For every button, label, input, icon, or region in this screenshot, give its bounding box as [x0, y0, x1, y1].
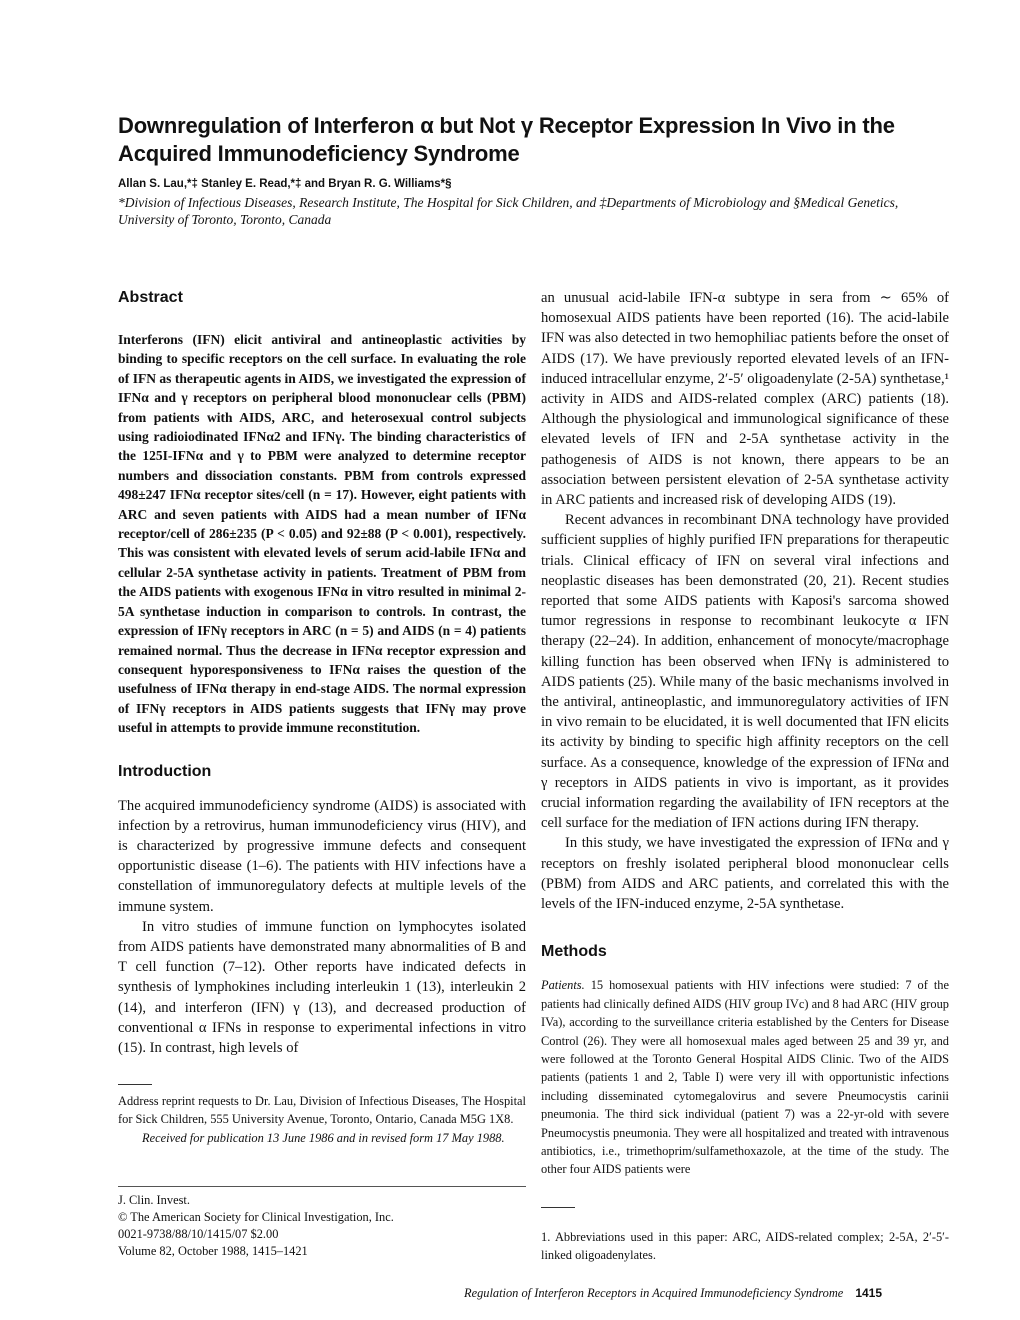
- body-paragraph: In this study, we have investigated the expression of IFNα and γ receptors on freshly isolated peripheral blood mononuclear cells (PBM) from AIDS and ARC patients, and correlated this with the levels of the IFN-induced enzyme, 2-5A synthetase.: [541, 835, 949, 913]
- footnote-divider: [118, 1084, 152, 1085]
- footnote-divider: [541, 1207, 575, 1208]
- journal-info: [118, 1192, 526, 1260]
- introduction-body: [118, 796, 526, 1059]
- article-notes: [118, 1092, 526, 1147]
- body-paragraph: an unusual acid-labile IFN-α subtype in sera from ∼ 65% of homosexual AIDS patients have been reported (16). The acid-labile IFN was also detected in two hemophiliac patients before the onset of AIDS (17). We have previously reported elevated levels of an IFN-induced intracellular enzyme, 2′-5′ oligoadenylate (2-5A) synthetase,¹ activity in AIDS and AIDS-related complex (ARC) patients (18). Although the physiological and immunological significance of these elevated levels of IFN and 2-5A synthetase activity in the pathogenesis of AIDS is not known, there appears to be an association between persistent elevation of 2-5A synthetase activity in ARC patients and increased risk of developing AIDS (19).: [541, 290, 949, 509]
- methods-text: 15 homosexual patients with HIV infections were studied: 7 of the patients had clinically defined AIDS (HIV group IVc) and 8 had ARC (HIV group IVa), according to the surveillance criteria established by the Centers for Disease Control (26). They were all homosexual males aged between 25 and 39 yr, and were followed at the Toronto General Hospital AIDS Clinic. Two of the AIDS patients (patients 1 and 2, Table I) were very ill with opportunistic infections including disseminated cytomegalovirus and severe Pneumocystis carinii pneumonia. The third sick individual (patient 7) was a 22-yr-old with severe Pneumocystis pneumonia. They were all hospitalized and treated with intravenous antibiotics, i.e., trimethoprim/sulfamethoxazole, at the time of the study. The other four AIDS patients were: [541, 978, 949, 1177]
- intro-paragraph: In vitro studies of immune function on lymphocytes isolated from AIDS patients have demonstrated many abnormalities of B and T cell function (7–12). Other reports have indicated defects in synthesis of lymphokines including interleukin 1 (13), interleukin 2 (14), and interferon (IFN) γ (13), and decreased production of conventional α IFNs in response to experimental infections in vitro (15). In contrast, high levels of: [118, 918, 526, 1056]
- received-note: Received for publication 13 June 1986 and in revised form 17 May 1988.: [142, 1130, 505, 1145]
- body-paragraph: Recent advances in recombinant DNA technology have provided sufficient supplies of highly purified IFN preparations for therapeutic trials. Clinical efficacy of IFN on several viral infections and neoplastic diseases has been demonstrated (20, 21). Recent studies reported that some AIDS patients with Kaposi's sarcoma showed tumor regressions in response to recombinant leukocyte α IFN therapy (22–24). In addition, enhancement of monocyte/macrophage killing function has been observed when IFNγ is administered to AIDS patients (25). While many of the basic mechanisms involved in the antiviral, antineoplastic, and immunoregulatory activities of IFN in vivo remain to be elucidated, it is well documented that IFN elicits its activity by binding to specific high affinity receptors on the cell surface. As a consequence, knowledge of the expression of IFNα and γ receptors in AIDS patients in vivo is important, as it provides crucial information regarding the availability of IFN receptors at the cell surface for the mediation of IFN actions during IFN therapy.: [541, 512, 949, 832]
- article-code: 0021-9738/88/10/1415/07 $2.00: [118, 1227, 279, 1241]
- methods-paragraph: [541, 976, 949, 1178]
- abstract-heading: Abstract: [118, 289, 183, 306]
- running-footer: [464, 1285, 954, 1301]
- intro-paragraph: The acquired immunodeficiency syndrome (AIDS) is associated with infection by a retrovirus, human immunodeficiency virus (HIV), and is characterized by progressive immune defects and consequent opportunistic disease (1–6). The patients with HIV infections have a constellation of immunoregulatory defects at multiple levels of the immune system.: [118, 797, 526, 915]
- volume-line: Volume 82, October 1988, 1415–1421: [118, 1244, 308, 1258]
- left-column: [118, 288, 526, 1058]
- journal-name: J. Clin. Invest.: [118, 1193, 190, 1207]
- introduction-heading: Introduction: [118, 762, 212, 780]
- running-title: Regulation of Interferon Receptors in Acquired Immunodeficiency Syndrome: [464, 1286, 844, 1300]
- affiliations: *Division of Infectious Diseases, Research Institute, The Hospital for Sick Children, and ‡Departments of Microbiology and §Medical Genetics, University of Toronto, Toronto, Canada: [118, 195, 899, 227]
- abstract-text: Interferons (IFN) elicit antiviral and antineoplastic activities by binding to specific receptors on the cell surface. In evaluating the role of IFN as therapeutic agents in AIDS, we investigated the expression of IFNα and γ receptors on peripheral blood mononuclear cells (PBM) from patients with AIDS, ARC, and heterosexual control subjects using radioiodinated IFNα2 and IFNγ. The binding characteristics of the 125I-IFNα and γ to PBM were analyzed to determine receptor numbers and dissociation constants. PBM from controls expressed 498±247 IFNα receptor sites/cell (n = 17). However, eight patients with ARC and seven patients with AIDS had a mean number of IFNα receptor/cell of 286±235 (P < 0.05) and 92±88 (P < 0.001), respectively. This was consistent with elevated levels of serum acid-labile IFNα and cellular 2-5A synthetase activity in patients. Treatment of PBM from the AIDS patients with exogenous IFNα in vitro resulted in minimal 2-5A synthetase induction in comparison to controls. In contrast, the expression of IFNγ receptors in ARC (n = 5) and AIDS (n = 4) patients remained normal. Thus the decrease in IFNα receptor expression and consequent hyporesponsiveness to IFNα raises the question of the usefulness of IFNα therapy in end-stage AIDS. The normal expression of IFNγ receptors in AIDS patients suggests that IFNγ may prove useful in attempts to provide immune reconstitution.: [118, 332, 526, 736]
- footnote: [541, 1228, 949, 1265]
- reprint-note: Address reprint requests to Dr. Lau, Division of Infectious Diseases, The Hospital for Sick Children, 555 University Avenue, Toronto, Ontario, Canada M5G 1X8.: [118, 1094, 526, 1127]
- author-list: Allan S. Lau,*‡ Stanley E. Read,*‡ and Bryan R. G. Williams*§: [118, 178, 452, 190]
- methods-lead: Patients.: [541, 978, 585, 993]
- page-number: 1415: [855, 1286, 883, 1300]
- right-column: [541, 288, 949, 1179]
- methods-heading: Methods: [541, 943, 607, 961]
- article-title: Downregulation of Interferon α but Not γ Receptor Expression In Vivo in the Acquired Immunodeficiency Syndrome: [118, 113, 895, 166]
- abbreviations-footnote: 1. Abbreviations used in this paper: ARC, AIDS-related complex; 2-5A, 2′-5′-linked oligoadenylates.: [541, 1230, 949, 1263]
- copyright-line: © The American Society for Clinical Investigation, Inc.: [118, 1210, 394, 1224]
- notes-divider: [118, 1186, 526, 1187]
